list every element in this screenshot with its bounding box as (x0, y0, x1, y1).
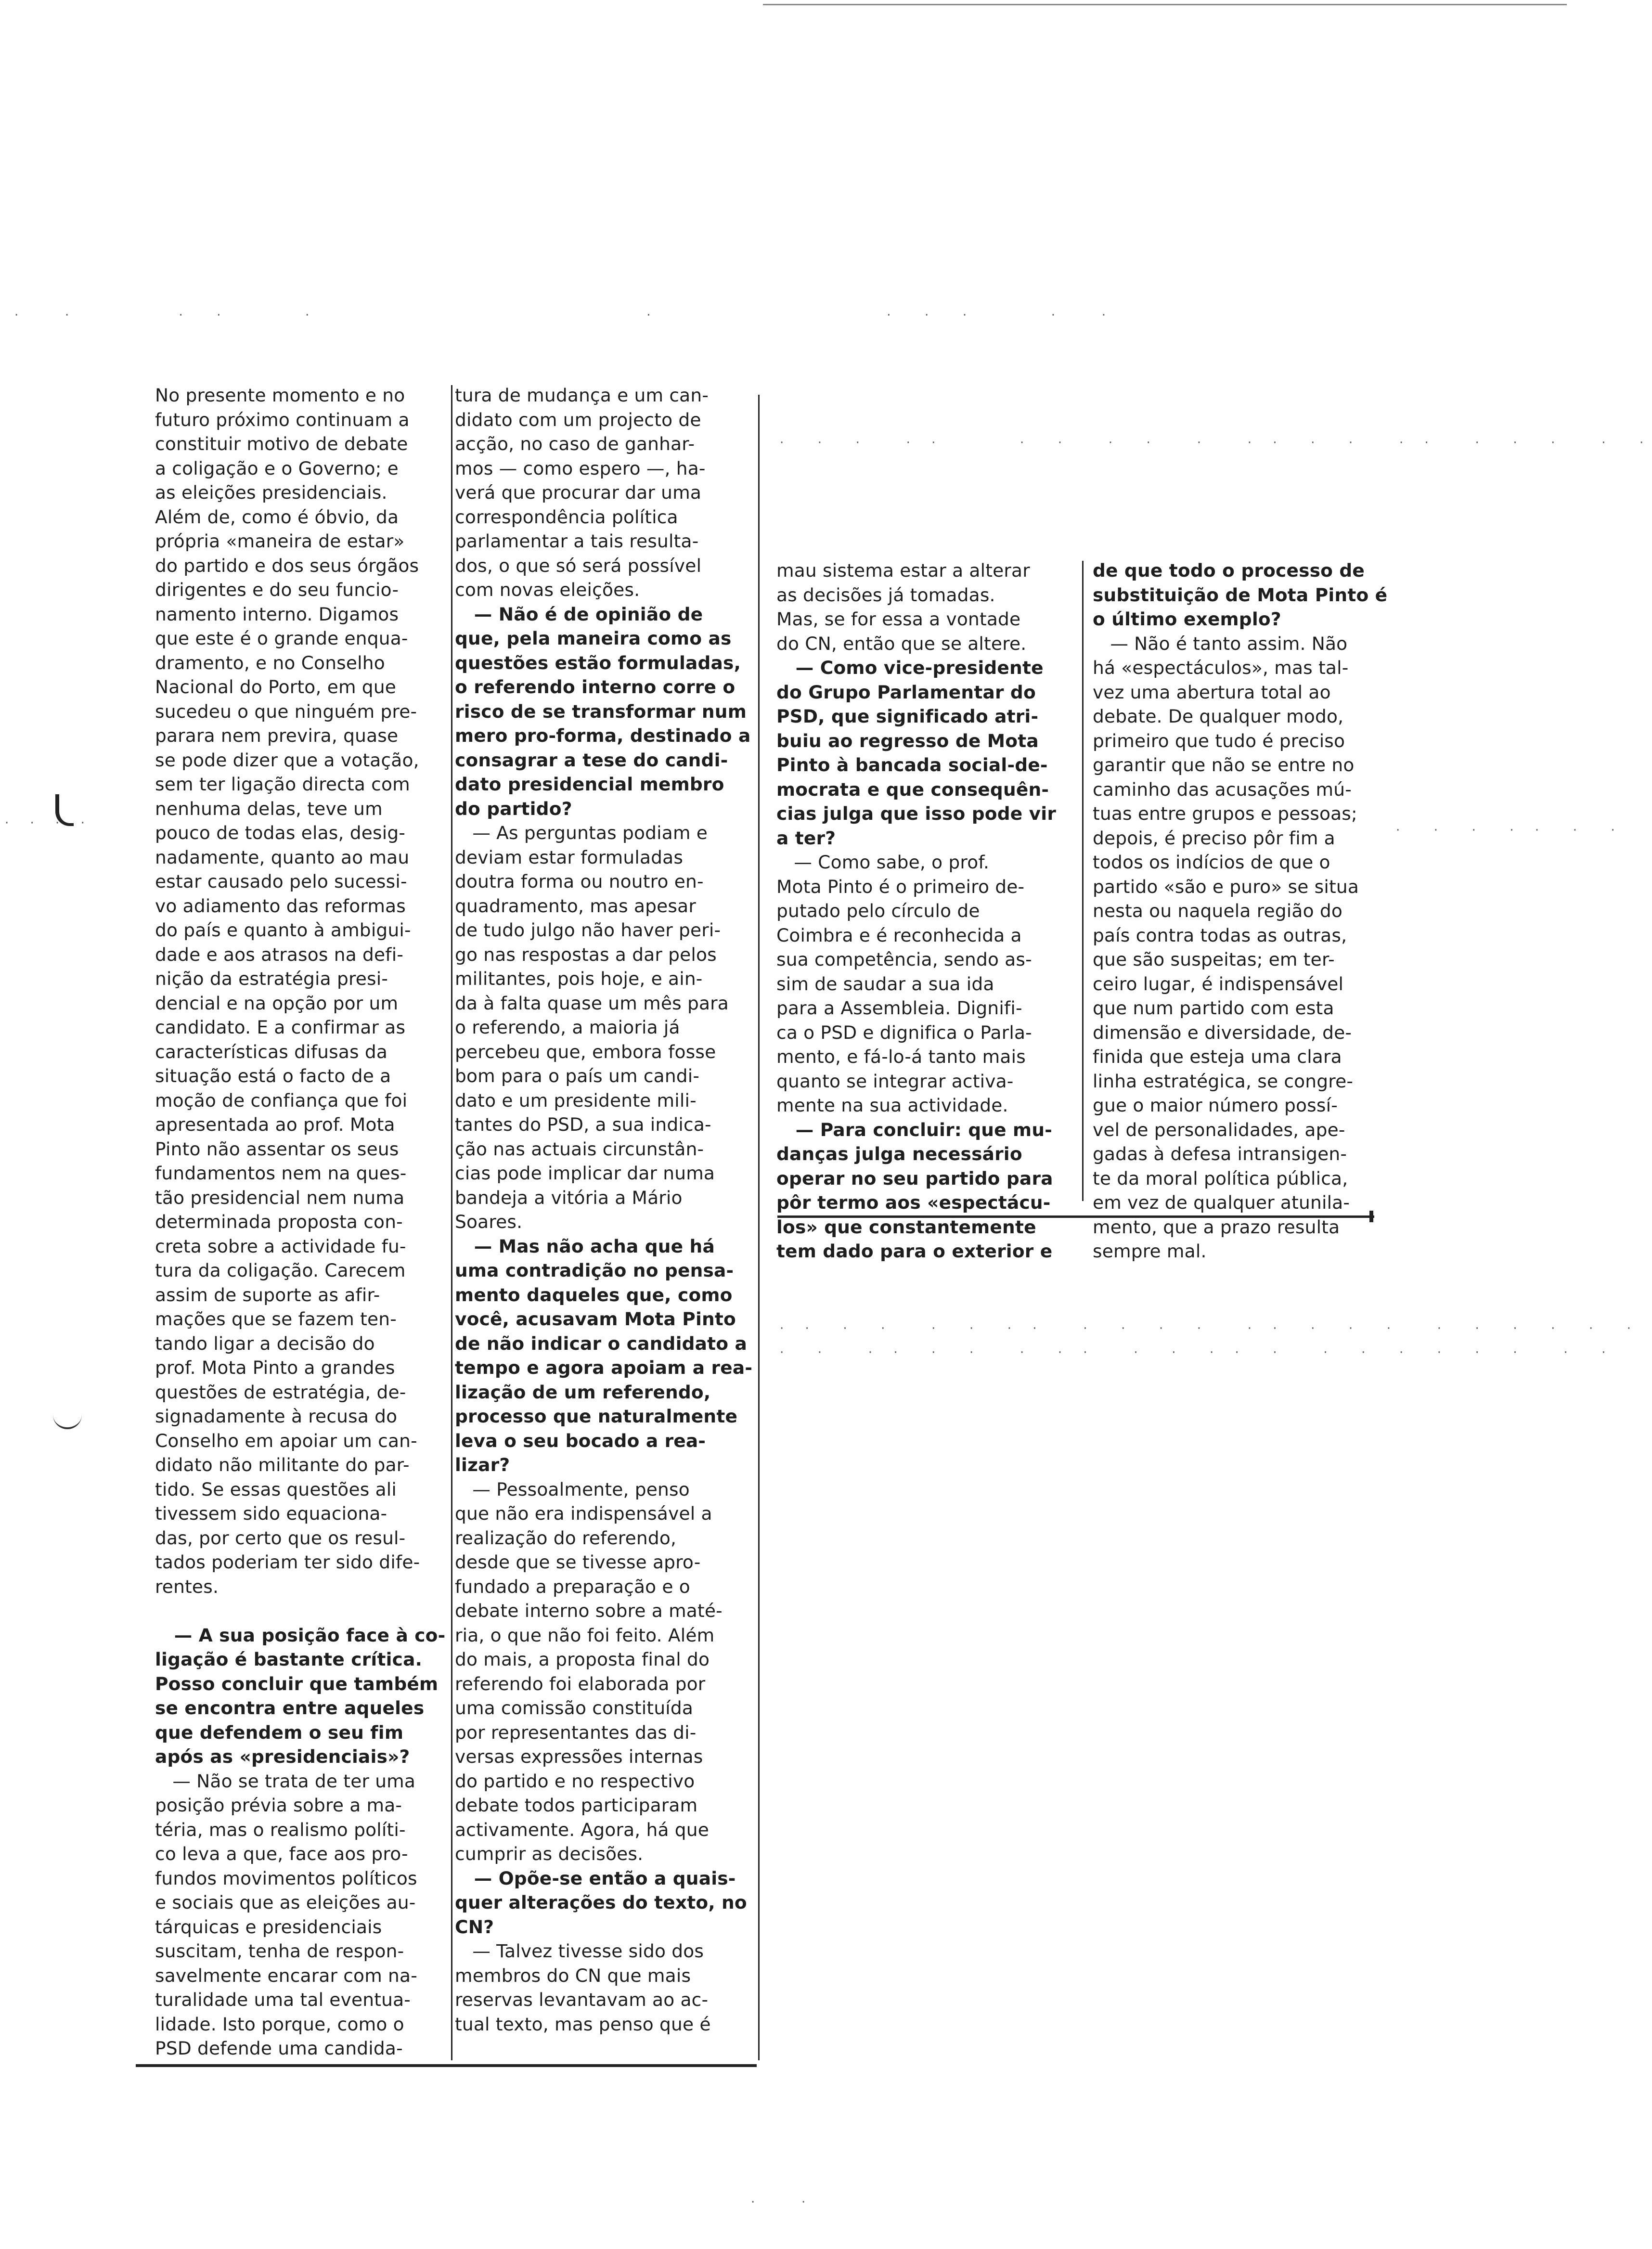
article-line: Soares. (455, 1211, 523, 1232)
article-column-1 (155, 383, 453, 2061)
article-line: partido «são e puro» se situa (1093, 876, 1359, 897)
article-line: mento, e fá-lo-á tanto mais (776, 1046, 1026, 1067)
article-line: los» que constantemente (776, 1216, 1036, 1238)
article-line: mento, que a prazo resulta (1093, 1216, 1340, 1238)
article-line: estar causado pelo sucessi- (155, 871, 407, 892)
article-line: putado pelo círculo de (776, 900, 980, 921)
article-line: pôr termo aos «espectácu- (776, 1192, 1051, 1213)
article-line: dos, o que só será possível (455, 555, 702, 576)
article-line: Pinto à bancada social-de- (776, 754, 1048, 776)
article-line: apresentada ao prof. Mota (155, 1114, 395, 1135)
article-line: se pode dizer que a votação, (155, 749, 419, 771)
column-divider-2 (758, 395, 760, 2060)
article-line: — Não é tanto assim. Não (1093, 633, 1348, 654)
article-line: parlamentar a tais resulta- (455, 530, 699, 552)
article-line: signadamente à recusa do (155, 1406, 398, 1427)
article-line: país contra todas as outras, (1093, 924, 1347, 946)
article-line: tivessem sido equaciona- (155, 1503, 387, 1524)
article-line: que não era indispensável a (455, 1503, 712, 1524)
scan-noise-mid: · · · · (5, 816, 93, 830)
article-line: quadramento, mas apesar (455, 895, 696, 917)
article-line: — Como sabe, o prof. (776, 852, 990, 873)
article-line: tando ligar a decisão do (155, 1332, 375, 1354)
article-line: própria «maneira de estar» (155, 530, 405, 552)
article-line: e sociais que as eleições au- (155, 1892, 416, 1913)
article-line: determinada proposta con- (155, 1211, 403, 1232)
article-line: desde que se tivesse apro- (455, 1551, 701, 1573)
article-line: tantes do PSD, a sua indica- (455, 1114, 711, 1135)
article-line: realização do referendo, (455, 1527, 677, 1549)
article-line: didato não militante do par- (155, 1454, 410, 1475)
article-line: acção, no caso de ganhar- (455, 433, 695, 454)
article-line: após as «presidenciais»? (155, 1746, 410, 1767)
article-line: tão presidencial nem numa (155, 1187, 405, 1208)
article-line: tual texto, mas penso que é (455, 2013, 711, 2035)
article-line: creta sobre a actividade fu- (155, 1235, 406, 1257)
article-line: você, acusavam Mota Pinto (455, 1308, 736, 1330)
article-line: cias pode implicar dar numa (455, 1163, 715, 1184)
article-line: — As perguntas podiam e (455, 822, 708, 843)
article-line: debate todos participaram (455, 1795, 698, 1816)
article-line: do país e quanto à ambigui- (155, 919, 411, 941)
article-line: primeiro que tudo é preciso (1093, 730, 1345, 751)
article-line: mero pro-forma, destinado a (455, 725, 751, 746)
article-line: se encontra entre aqueles (155, 1697, 425, 1719)
article-line: em vez de qualquer atunila- (1093, 1192, 1350, 1213)
article-line: ca o PSD e dignifica o Parla- (776, 1021, 1032, 1043)
article-line: savelmente encarar com na- (155, 1965, 417, 1986)
article-line: tárquicas e presidenciais (155, 1916, 382, 1938)
article-line: ria, o que não foi feito. Além (455, 1624, 715, 1646)
article-line: mocrata e que consequên- (776, 778, 1049, 800)
article-line: Coimbra e é reconhecida a (776, 924, 1022, 946)
article-line (155, 1599, 453, 1623)
article-line: leva o seu bocado a rea- (455, 1430, 706, 1451)
article-line: dato e um presidente mili- (455, 1089, 697, 1111)
column-divider-3 (1082, 561, 1084, 1201)
article-line: do partido e dos seus órgãos (155, 555, 419, 576)
article-line: bom para o país um candi- (455, 1065, 700, 1086)
article-line: Pinto não assentar os seus (155, 1138, 399, 1160)
article-line: fundamentos nem na ques- (155, 1163, 407, 1184)
article-line: depois, é preciso pôr fim a (1093, 827, 1335, 849)
article-line: — Não é de opinião de (455, 603, 703, 625)
article-line: — Mas não acha que há (455, 1235, 715, 1257)
article-line: dade e aos atrasos na defi- (155, 944, 404, 965)
article-line: uma comissão constituída (455, 1697, 694, 1719)
article-line: deviam estar formuladas (455, 846, 684, 868)
article-line: o referendo interno corre o (455, 676, 736, 698)
article-line: dencial e na opção por um (155, 992, 399, 1014)
article-line: referendo foi elaborada por (455, 1673, 706, 1694)
article-line: mau sistema estar a alterar (776, 560, 1030, 581)
article-line: reservas levantavam ao ac- (455, 1989, 709, 2010)
article-line: todos os indícios de que o (1093, 852, 1330, 873)
article-line: que num partido com esta (1093, 997, 1334, 1019)
article-line: quanto se integrar activa- (776, 1070, 1014, 1092)
article-line: gue o maior número possí- (1093, 1095, 1338, 1116)
article-line: risco de se transformar num (455, 700, 747, 722)
article-line: garantir que não se entre no (1093, 754, 1355, 776)
article-line: mações que se fazem ten- (155, 1308, 397, 1330)
scan-noise-lower: · · · · · · · · · · · · · · · · · · · · · · · (780, 1321, 1639, 1336)
article-line: o referendo, a maioria já (455, 1017, 680, 1038)
article-line: Mota Pinto é o primeiro de- (776, 876, 1025, 897)
article-line: nadamente, quanto ao mau (155, 846, 410, 868)
scan-noise-right: · · · · · · · · · · · · · · · · · · · · · (780, 436, 1652, 450)
article-line: sua competência, sendo as- (776, 949, 1032, 970)
article-line: tempo e agora apoiam a rea- (455, 1357, 753, 1378)
article-line: do CN, então que se altere. (776, 633, 1027, 654)
article-line: que defendem o seu fim (155, 1721, 404, 1743)
article-line: finida que esteja uma clara (1093, 1046, 1342, 1067)
article-line: nição da estratégia presi- (155, 968, 388, 989)
article-line: que são suspeitas; em ter- (1093, 949, 1335, 970)
scan-curve-left (53, 1413, 82, 1429)
article-line: dimensão e diversidade, de- (1093, 1021, 1352, 1043)
article-line: buiu ao regresso de Mota (776, 730, 1039, 751)
article-line: moção de confiança que foi (155, 1089, 408, 1111)
article-line: vel de personalidades, ape- (1093, 1119, 1345, 1140)
article-line: a coligação e o Governo; e (155, 457, 399, 479)
article-line: correspondência política (455, 506, 678, 528)
article-line: características difusas da (155, 1041, 388, 1062)
article-line: de não indicar o candidato a (455, 1332, 748, 1354)
article-line: mos — como espero —, ha- (455, 457, 706, 479)
article-line: posição prévia sobre a ma- (155, 1795, 402, 1816)
article-line: rentes. (155, 1576, 219, 1597)
article-line: gadas à defesa intransigen- (1093, 1143, 1347, 1164)
article-line: substituição de Mota Pinto é (1093, 584, 1388, 606)
article-line: o último exemplo? (1093, 608, 1281, 630)
article-line: te da moral política pública, (1093, 1167, 1348, 1189)
article-line: Mas, se for essa a vontade (776, 608, 1021, 630)
article-line: assim de suporte as afir- (155, 1284, 380, 1305)
article-line: — A sua posição face à co- (155, 1624, 446, 1646)
article-line: parara nem previra, quase (155, 725, 399, 746)
article-column-4 (1093, 558, 1391, 1264)
article-line: dirigentes e do seu funcio- (155, 579, 399, 600)
scan-noise-footer: · · (751, 2195, 814, 2210)
article-line: percebeu que, embora fosse (455, 1041, 716, 1062)
article-line: ção nas actuais circunstân- (455, 1138, 704, 1160)
article-line: uma contradição no pensa- (455, 1260, 734, 1281)
article-line: sucedeu o que ninguém pre- (155, 700, 417, 722)
article-line: as decisões já tomadas. (776, 584, 995, 606)
article-line: processo que naturalmente (455, 1406, 738, 1427)
article-line: questões estão formuladas, (455, 652, 741, 673)
article-line: verá que procurar dar uma (455, 482, 702, 503)
article-line: — Pessoalmente, penso (455, 1478, 690, 1500)
scan-noise-right-mid: · · · · · · · (1396, 823, 1624, 838)
article-line: mento daqueles que, como (455, 1284, 733, 1305)
article-line: fundos movimentos políticos (155, 1867, 417, 1889)
article-line: por representantes das di- (455, 1721, 697, 1743)
scan-noise-top: · · · · · · · · · · · (14, 308, 1115, 323)
article-line: questões de estratégia, de- (155, 1381, 406, 1403)
article-line: namento interno. Digamos (155, 603, 399, 625)
top-edge-rule (763, 4, 1567, 5)
article-line: tem dado para o exterior e (776, 1241, 1053, 1262)
article-line: tuas entre grupos e pessoas; (1093, 803, 1357, 824)
article-line: cias julga que isso pode vir (776, 803, 1057, 824)
article-line: de que todo o processo de (1093, 560, 1365, 581)
article-line: membros do CN que mais (455, 1965, 691, 1986)
article-line: co leva a que, face aos pro- (155, 1843, 408, 1864)
article-line: Além de, como é óbvio, da (155, 506, 399, 528)
article-line: caminho das acusações mú- (1093, 778, 1352, 800)
article-line: tados poderiam ter sido dife- (155, 1551, 420, 1573)
article-line: linha estratégica, se congre- (1093, 1070, 1354, 1092)
article-line: do partido? (455, 798, 572, 819)
article-line: suscitam, tenha de respon- (155, 1940, 404, 1962)
article-line: fundado a preparação e o (455, 1576, 690, 1597)
article-line: sem ter ligação directa com (155, 774, 410, 795)
article-line: doutra forma ou noutro en- (455, 871, 704, 892)
article-line: Nacional do Porto, em que (155, 676, 397, 698)
article-line: tido. Se essas questões ali (155, 1478, 397, 1500)
article-line: tura de mudança e um can- (455, 385, 709, 406)
article-line: — Talvez tivesse sido dos (455, 1940, 704, 1962)
article-line: nesta ou naquela região do (1093, 900, 1342, 921)
article-line: cumprir as decisões. (455, 1843, 644, 1864)
article-line: turalidade uma tal eventua- (155, 1989, 411, 2010)
article-line: há «espectáculos», mas tal- (1093, 657, 1349, 678)
article-line: prof. Mota Pinto a grandes (155, 1357, 395, 1378)
article-line: tura da coligação. Carecem (155, 1260, 406, 1281)
article-line: do mais, a proposta final do (455, 1649, 710, 1670)
article-line: constituir motivo de debate (155, 433, 408, 454)
article-line: — Para concluir: que mu- (776, 1119, 1052, 1140)
article-line: ceiro lugar, é indispensável (1093, 973, 1344, 995)
article-line: activamente. Agora, há que (455, 1819, 710, 1840)
article-line: com novas eleições. (455, 579, 640, 600)
article-line: versas expressões internas (455, 1746, 703, 1767)
article-line: PSD defende uma candida- (155, 2038, 403, 2059)
bottom-rule-left (136, 2064, 757, 2067)
article-line: consagrar a tese do candi- (455, 749, 728, 771)
article-line: lidade. Isto porque, como o (155, 2013, 404, 2035)
article-line: para a Assembleia. Dignifi- (776, 997, 1022, 1019)
article-line: PSD, que significado atri- (776, 706, 1039, 727)
article-line: militantes, pois hoje, e ain- (455, 968, 703, 989)
article-line: que este é o grande enqua- (155, 628, 408, 649)
article-line: das, por certo que os resul- (155, 1527, 406, 1549)
article-line: debate. De qualquer modo, (1093, 706, 1344, 727)
article-line: bandeja a vitória a Mário (455, 1187, 683, 1208)
article-line: pouco de todas elas, desig- (155, 822, 406, 843)
article-line: quer alterações do texto, no (455, 1892, 747, 1913)
article-line: a ter? (776, 827, 836, 849)
article-line: de tudo julgo não haver peri- (455, 919, 721, 941)
article-line: da à falta quase um mês para (455, 992, 729, 1014)
scan-noise-lower-2: · · · · · · · · · · · · · · · · · · · · · · (780, 1345, 1614, 1360)
article-line: Conselho em apoiar um can- (155, 1430, 417, 1451)
article-line: Posso concluir que também (155, 1673, 439, 1694)
article-line: ligação é bastante crítica. (155, 1649, 423, 1670)
article-line: vo adiamento das reformas (155, 895, 406, 917)
article-line: candidato. E a confirmar as (155, 1017, 406, 1038)
article-line: téria, mas o realismo políti- (155, 1819, 406, 1840)
article-column-3 (776, 558, 1075, 1264)
article-line: dato presidencial membro (455, 774, 724, 795)
article-line: go nas respostas a dar pelos (455, 944, 717, 965)
article-line: que, pela maneira como as (455, 628, 732, 649)
article-line: danças julga necessário (776, 1143, 1022, 1164)
article-line: sempre mal. (1093, 1241, 1207, 1262)
article-line: sim de saudar a sua ida (776, 973, 994, 995)
article-line: do Grupo Parlamentar do (776, 681, 1036, 703)
article-line: as eleições presidenciais. (155, 482, 387, 503)
article-line: vez uma abertura total ao (1093, 681, 1331, 703)
article-line: debate interno sobre a maté- (455, 1600, 723, 1621)
article-line: — Não se trata de ter uma (155, 1770, 416, 1792)
article-line: didato com um projecto de (455, 409, 701, 430)
article-column-2 (455, 383, 758, 2036)
article-line: lizar? (455, 1454, 510, 1475)
article-line: mente na sua actividade. (776, 1095, 1008, 1116)
article-line: dramento, e no Conselho (155, 652, 385, 673)
article-line: — Como vice-presidente (776, 657, 1044, 678)
article-line: operar no seu partido para (776, 1167, 1053, 1189)
article-line: lização de um referendo, (455, 1381, 711, 1403)
article-line: — Opõe-se então a quais- (455, 1867, 736, 1889)
article-line: No presente momento e no (155, 385, 405, 406)
article-line: do partido e no respectivo (455, 1770, 695, 1792)
article-line: CN? (455, 1916, 494, 1938)
article-line: situação está o facto de a (155, 1065, 391, 1086)
article-line: nenhuma delas, teve um (155, 798, 383, 819)
article-line: futuro próximo continuam a (155, 409, 410, 430)
